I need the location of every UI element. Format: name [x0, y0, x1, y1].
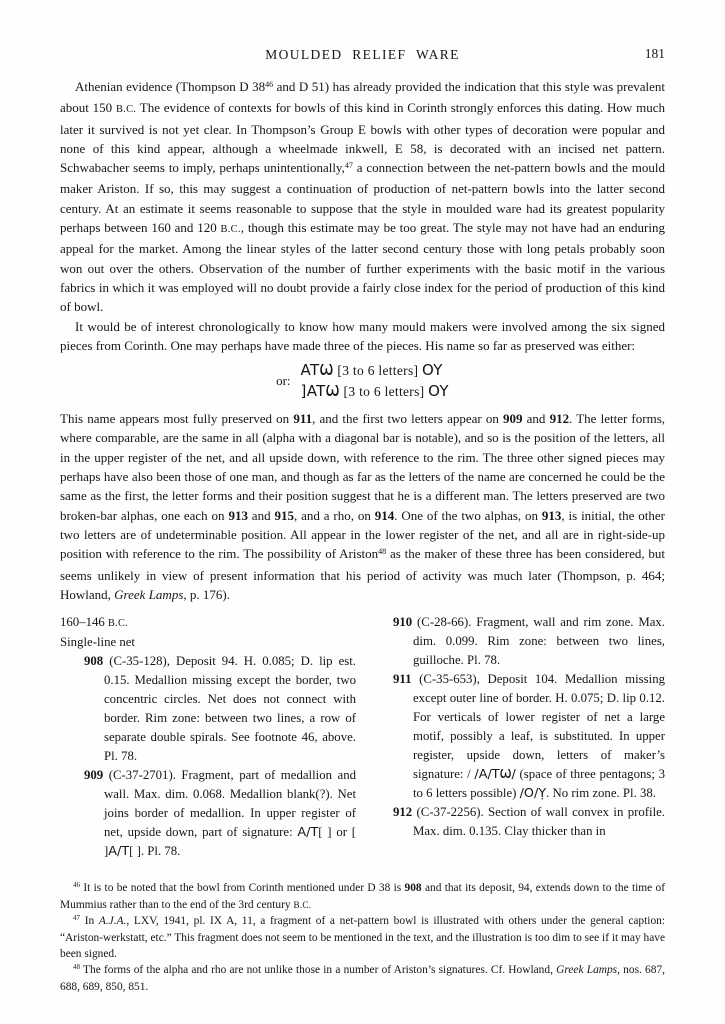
catalogue-left-column: [60, 613, 356, 861]
running-title: MOULDED RELIEF WARE: [265, 47, 460, 62]
paragraph-name-preserved: This name appears most fully preserved on 911, and the first two letters appear on 909 and 912. The letter forms, where comparable, are the same in all (alpha with a diagonal bar is notable), and so is the position of the letters, all in the upper register of the net, and all upside down, with reference to the rim. The three other signed pieces may perhaps have also been those of one man, and though as far as the letters of the name are concerned he could be the same as the first, the letter forms and their position suggest that he is a different man. The letters preserved are two broken-bar alphas, one each on 913 and 915, and a rho, on 914. One of the two alphas, on 913, is initial, the other two letters are of undeterminable position. All appear in the lower register of the net, and all are in right-side-up position with reference to the rim. The possibility of Ariston$^{48}$ as the maker of these three has been considered, but seems unlikely in view of present information that his period of activity was much later (Thompson, p. 464; Howland, Greek Lamps, p. 176).: [60, 411, 666, 602]
catalogue-entry-911: 911 (C-35-653), Deposit 104. Medallion missing except outer line of border. H. 0.075; D. lip 0.12. For verticals of lower register of net a large motif, possibly a leaf, is substituted. In upper register, upside down, letters of maker’s signature: / /A/TѠ/ (space of three pentagons; 3 to 6 letters possible) /O/Ỵ. No rim zone. Pl. 38.: [393, 672, 665, 802]
page-header: [60, 46, 665, 64]
catalogue-entry-912: 912 (C-37-2256). Section of wall convex in profile. Max. dim. 0.135. Clay thicker than in: [393, 805, 665, 839]
catalogue-section: [60, 613, 665, 861]
main-text-block: [60, 77, 665, 861]
signature-line-2: ]ATѠ [3 to 6 letters] OY: [300, 382, 449, 401]
signature-inscription-display: [60, 360, 665, 402]
signature-line-1: ATѠ [3 to 6 letters] OY: [300, 361, 443, 380]
catalogue-entry-909: 909 (C-37-2701). Fragment, part of medallion and wall. Max. dim. 0.068. Medallion blank(?). Net joins border of medallion. In upper register of net, upside down, part of signature: A/T[ ] or [ ]A/T[ ]. Pl. 78.: [84, 768, 356, 860]
or-label: or:: [276, 373, 291, 389]
paragraph-athenian-evidence: Athenian evidence (Thompson D $38^{46}$ and D 51) has already provided the indication that this style was prevalent about 150 B.C. The evidence of contexts for bowls of this kind in Corinth strongly enforces this dating. How much later it survived is not yet clear. In Thompson’s Group E bowls with other types of decoration were popular and none of this kind appear, although a wheelmade inkwell, E 58, is decorated with an incised net pattern. Schwabacher seems to imply, perhaps unintentionally,$^{47}$ a connection between the net-pattern bowls and the mould maker Ariston. If so, this may suggest a continuation of production of net-pattern bowls into the latter second century. At an estimate it seems reasonable to suppose that the style in moulded ware had its greatest popularity perhaps between 160 and 120 B.C., though this estimate may be too great. The style may not have had an enduring appeal for the market. Among the linear styles of the latter second century those with long petals probably soon won out over the others. Observation of the number of further experiments with the basic motif in the various fabrics in which it was employed will no doubt provide a fairly close index for the period of production of this kind of bowl.: [60, 79, 665, 315]
paragraph-mould-makers: It would be of interest chronologically to know how many mould makers were involved among the six signed pieces from Corinth. One may perhaps have made three of the pieces. His name so far as preserved was either:: [60, 318, 665, 353]
catalogue-right-column: [369, 613, 665, 861]
date-range-heading: 160–146 B.C.: [60, 615, 128, 630]
footnote-48: $^{48}$ The forms of the alpha and rho are not unlike those in a number of Ariston’s signatures. Cf. Howland, Greek Lamps, nos. 687, 688, 689, 850, 851.: [60, 962, 665, 993]
catalogue-entry-910: 910 (C-28-66). Fragment, wall and rim zone. Max. dim. 0.099. Rim zone: between two lines, guilloche. Pl. 78.: [393, 615, 665, 668]
signature-lines: [301, 360, 449, 402]
catalogue-entry-908: 908 (C-35-128), Deposit 94. H. 0.085; D. lip est. 0.15. Medallion missing except the border, two concentric circles. Net does not connect with border. Rim zone: between two lines, a row of separate double spirals. See footnote 46, above. Pl. 78.: [84, 654, 356, 764]
pattern-heading: Single-line net: [60, 635, 135, 650]
page-number: 181: [644, 46, 665, 61]
footnote-46: $^{46}$ It is to be noted that the bowl from Corinth mentioned under D 38 is 908 and that its deposit, 94, extends down to the time of Mummius rather than to the end of the 3rd century B.C.: [60, 881, 665, 912]
footnotes-section: [60, 881, 665, 995]
footnote-47: $^{47}$ In A.J.A., LXV, 1941, pl. IX A, 11, a fragment of a net-pattern bowl is illustrated with others under the general caption: “Ariston-werkstatt, etc.” This fragment does not seem to be mentioned in the text, and the illustration is too dim to see if it may have been signed.: [60, 914, 666, 960]
